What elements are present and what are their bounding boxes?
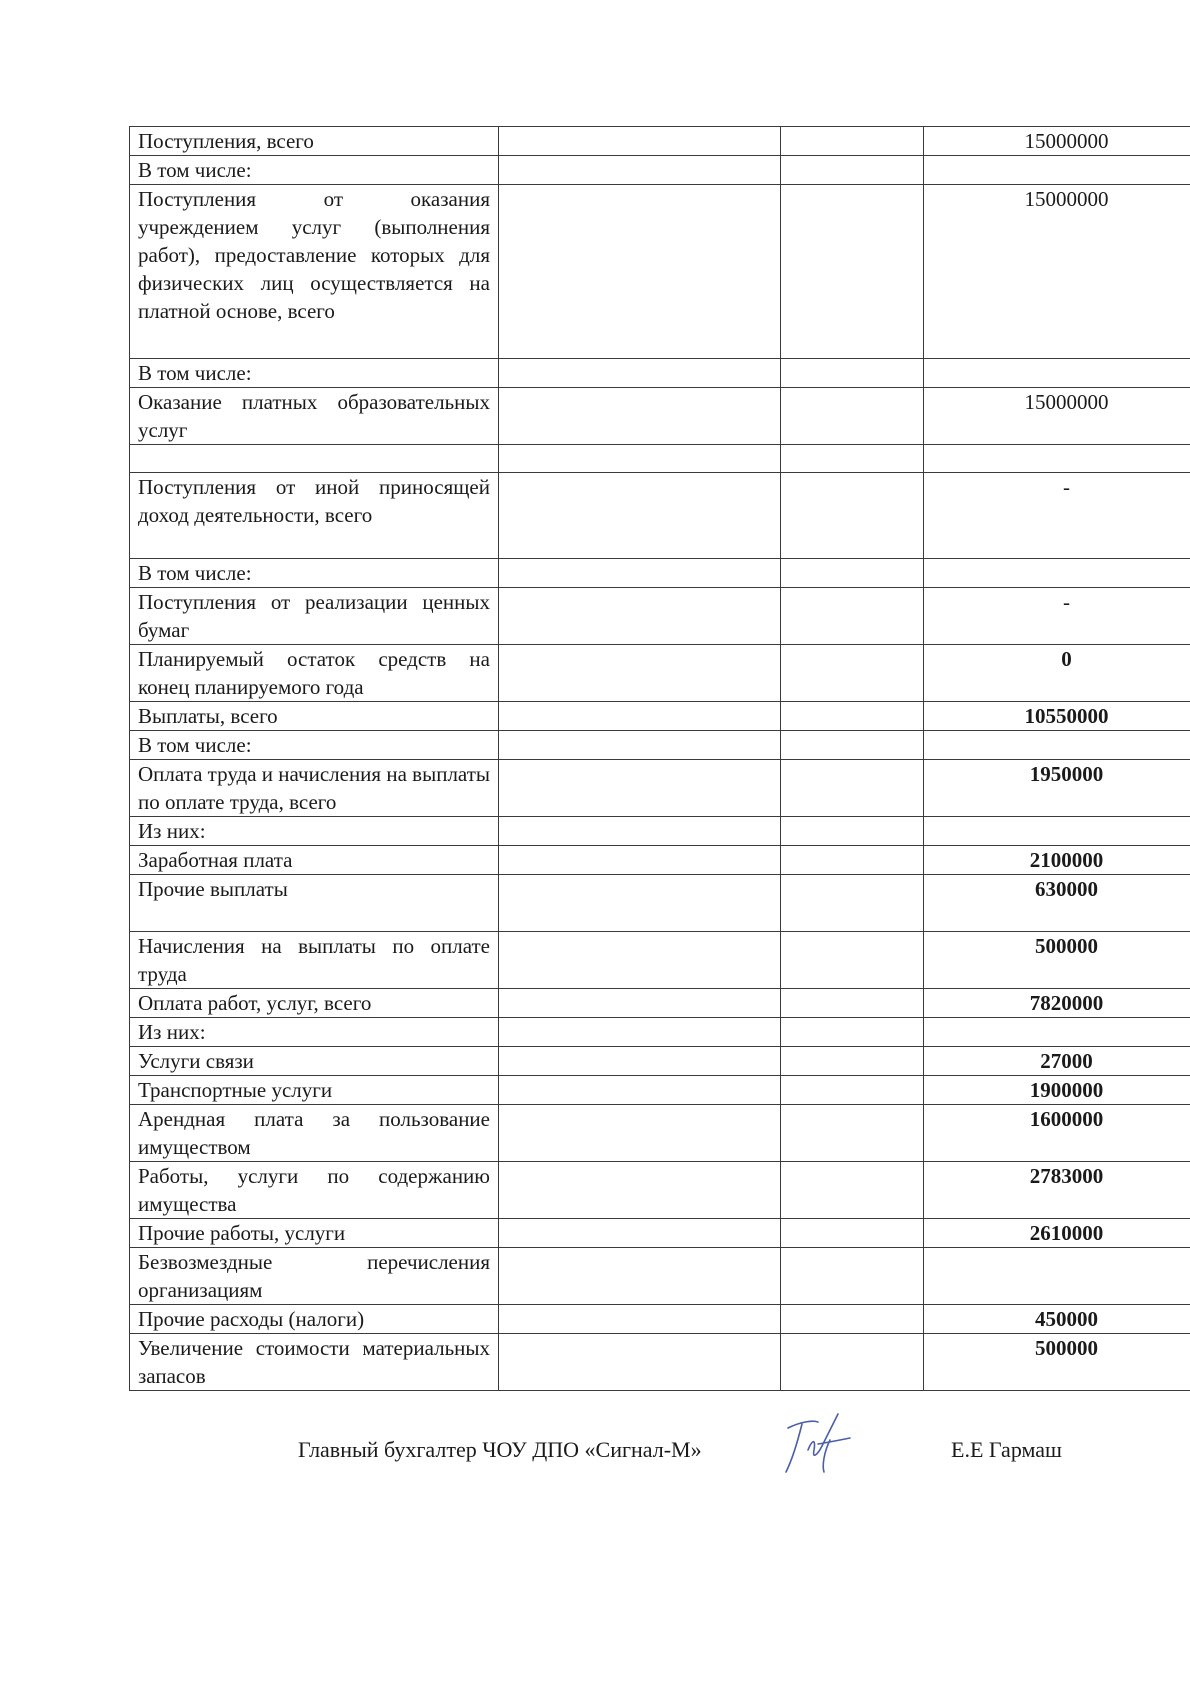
empty-cell [499, 989, 781, 1018]
row-label: В том числе: [130, 359, 499, 388]
empty-cell [781, 1076, 924, 1105]
row-label: Поступления, всего [130, 127, 499, 156]
row-label: Поступления от оказания учреждением услуг (выполнения работ), предоставление которых для физических лиц осуществляется на платной основе, всего [130, 185, 499, 359]
empty-cell [781, 445, 924, 473]
empty-cell [781, 388, 924, 445]
row-amount: 7820000 [924, 989, 1190, 1018]
empty-cell [781, 932, 924, 989]
row-label: Оказание платных образовательных услуг [130, 388, 499, 445]
empty-cell [499, 445, 781, 473]
empty-cell [781, 1105, 924, 1162]
table-row [130, 731, 1190, 760]
empty-cell [499, 127, 781, 156]
table-row [130, 359, 1190, 388]
row-amount: 2100000 [924, 846, 1190, 875]
financial-table-body [130, 127, 1190, 1391]
empty-cell [499, 817, 781, 846]
table-row [130, 127, 1190, 156]
empty-cell [499, 388, 781, 445]
row-label: Прочие работы, услуги [130, 1219, 499, 1248]
empty-cell [499, 588, 781, 645]
row-amount [924, 559, 1190, 588]
empty-cell [781, 989, 924, 1018]
empty-cell [499, 156, 781, 185]
row-label: Поступления от иной приносящей доход деятельности, всего [130, 473, 499, 559]
table-row [130, 185, 1190, 359]
empty-cell [781, 1334, 924, 1391]
table-row [130, 1334, 1190, 1391]
table-row [130, 1162, 1190, 1219]
empty-cell [499, 1076, 781, 1105]
row-amount: 15000000 [924, 127, 1190, 156]
empty-cell [499, 1047, 781, 1076]
row-label: Заработная плата [130, 846, 499, 875]
empty-cell [499, 1334, 781, 1391]
row-label: Безвозмездные перечисления организациям [130, 1248, 499, 1305]
row-label: Из них: [130, 1018, 499, 1047]
empty-cell [781, 702, 924, 731]
row-amount: 500000 [924, 1334, 1190, 1391]
table-row [130, 1047, 1190, 1076]
empty-cell [781, 817, 924, 846]
table-row [130, 388, 1190, 445]
empty-cell [781, 127, 924, 156]
empty-cell [499, 702, 781, 731]
empty-cell [499, 473, 781, 559]
empty-cell [499, 1248, 781, 1305]
table-row [130, 702, 1190, 731]
row-label: Арендная плата за пользование имуществом [130, 1105, 499, 1162]
row-amount [924, 731, 1190, 760]
table-row [130, 1305, 1190, 1334]
empty-cell [781, 588, 924, 645]
row-label: В том числе: [130, 731, 499, 760]
table-row [130, 1105, 1190, 1162]
row-label: Начисления на выплаты по оплате труда [130, 932, 499, 989]
row-amount: - [924, 473, 1190, 559]
empty-cell [499, 1305, 781, 1334]
empty-cell [781, 645, 924, 702]
row-amount: 15000000 [924, 388, 1190, 445]
row-amount [924, 445, 1190, 473]
table-row [130, 445, 1190, 473]
table-row [130, 1076, 1190, 1105]
empty-cell [781, 1018, 924, 1047]
table-row [130, 932, 1190, 989]
table-row [130, 875, 1190, 932]
empty-cell [781, 731, 924, 760]
row-amount: 1950000 [924, 760, 1190, 817]
row-amount [924, 359, 1190, 388]
table-row [130, 473, 1190, 559]
row-label: Планируемый остаток средств на конец планируемого года [130, 645, 499, 702]
signer-name: Е.Е Гармаш [951, 1437, 1062, 1462]
row-amount: 0 [924, 645, 1190, 702]
empty-cell [781, 1248, 924, 1305]
table-row [130, 1018, 1190, 1047]
empty-cell [499, 760, 781, 817]
empty-cell [781, 473, 924, 559]
empty-cell [499, 731, 781, 760]
empty-cell [499, 645, 781, 702]
empty-cell [781, 1162, 924, 1219]
row-amount: 2610000 [924, 1219, 1190, 1248]
row-amount: 2783000 [924, 1162, 1190, 1219]
table-row [130, 156, 1190, 185]
table-row [130, 817, 1190, 846]
empty-cell [781, 559, 924, 588]
row-amount [924, 156, 1190, 185]
empty-cell [781, 156, 924, 185]
row-amount [924, 1018, 1190, 1047]
row-amount: 450000 [924, 1305, 1190, 1334]
financial-table [129, 126, 1190, 1391]
empty-cell [499, 1105, 781, 1162]
empty-cell [781, 1305, 924, 1334]
empty-cell [499, 932, 781, 989]
row-label: Прочие выплаты [130, 875, 499, 932]
table-row [130, 1219, 1190, 1248]
row-label: Поступления от реализации ценных бумаг [130, 588, 499, 645]
row-amount: 1600000 [924, 1105, 1190, 1162]
empty-cell [499, 1162, 781, 1219]
empty-cell [499, 846, 781, 875]
empty-cell [499, 875, 781, 932]
empty-cell [499, 185, 781, 359]
row-label: Из них: [130, 817, 499, 846]
row-amount: 27000 [924, 1047, 1190, 1076]
empty-cell [781, 359, 924, 388]
row-label: Оплата труда и начисления на выплаты по оплате труда, всего [130, 760, 499, 817]
table-row [130, 645, 1190, 702]
row-label: Увеличение стоимости материальных запасов [130, 1334, 499, 1391]
row-label: Оплата работ, услуг, всего [130, 989, 499, 1018]
row-amount: - [924, 588, 1190, 645]
row-amount: 15000000 [924, 185, 1190, 359]
empty-cell [781, 185, 924, 359]
row-label [130, 445, 499, 473]
row-amount: 630000 [924, 875, 1190, 932]
row-amount: 1900000 [924, 1076, 1190, 1105]
row-label: Работы, услуги по содержанию имущества [130, 1162, 499, 1219]
row-label: В том числе: [130, 156, 499, 185]
table-row [130, 846, 1190, 875]
empty-cell [499, 359, 781, 388]
row-amount: 500000 [924, 932, 1190, 989]
table-row [130, 1248, 1190, 1305]
empty-cell [499, 1219, 781, 1248]
signer-role: Главный бухгалтер ЧОУ ДПО «Сигнал-М» [298, 1437, 702, 1462]
table-row [130, 588, 1190, 645]
row-amount: 10550000 [924, 702, 1190, 731]
table-row [130, 989, 1190, 1018]
empty-cell [781, 1219, 924, 1248]
row-label: Прочие расходы (налоги) [130, 1305, 499, 1334]
table-row [130, 559, 1190, 588]
empty-cell [781, 846, 924, 875]
row-amount [924, 817, 1190, 846]
row-label: Услуги связи [130, 1047, 499, 1076]
empty-cell [499, 559, 781, 588]
signature-icon [778, 1410, 858, 1480]
row-amount [924, 1248, 1190, 1305]
empty-cell [781, 875, 924, 932]
row-label: Транспортные услуги [130, 1076, 499, 1105]
empty-cell [781, 760, 924, 817]
empty-cell [781, 1047, 924, 1076]
row-label: Выплаты, всего [130, 702, 499, 731]
row-label: В том числе: [130, 559, 499, 588]
empty-cell [499, 1018, 781, 1047]
table-row [130, 760, 1190, 817]
